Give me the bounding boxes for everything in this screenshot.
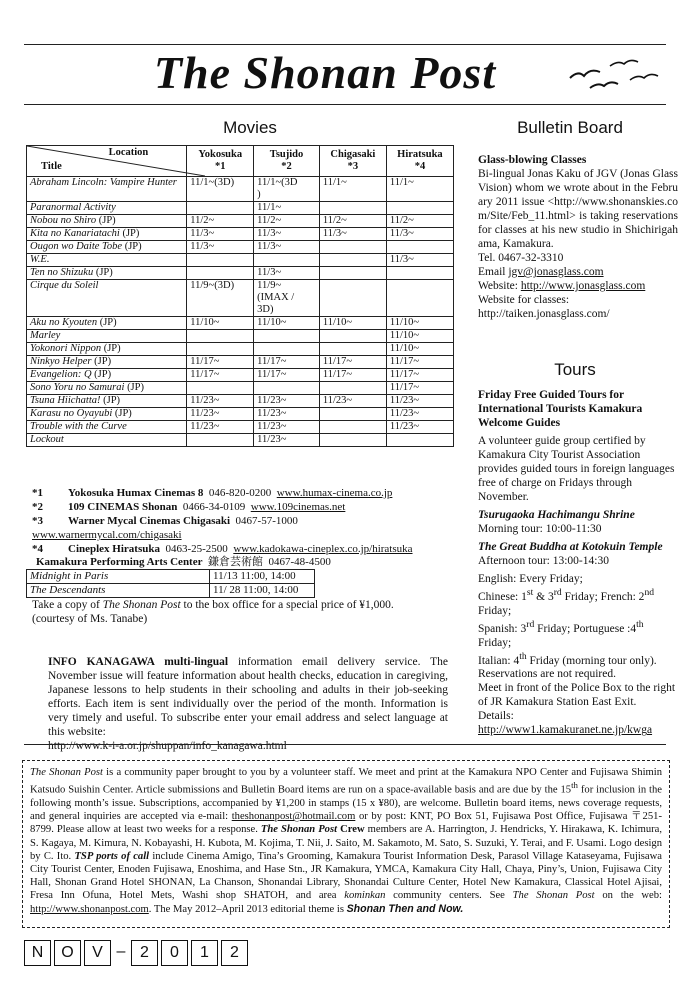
cinema-item: *2 109 CINEMAS Shonan 0466-34-0109 www.109cinemas.net [32,501,346,513]
showing-date: 11/23~ [386,395,453,408]
showing-date: 11/17~ [319,356,386,369]
showing-date: 11/10~ [319,317,386,330]
showing-date [187,330,254,343]
masthead-rule [24,104,666,105]
info-url[interactable]: http://www.k-i-a.or.jp/shuppan/info_kanagawa.html [48,740,287,752]
header-hiratsuka: Hiratsuka *4 [386,146,453,177]
date-char: 2 [131,940,158,966]
showing-date [254,254,320,267]
showing-date: 11/2~ [187,215,254,228]
bulletin-board: Glass-blowing Classes Bi-lingual Jonas Kaku of JGV (Jonas Glass Vision) whom we wrote about in the February 2011 issue <http://www.shonanskies.com/Site/Feb_11.html> is taking reservations for classes at his new studio in Shichirigahama, Kamakura. Tel. 0467-32-3310 Email jgv@jonasglass.com Website: http://www.jonasglass.com Website for classes: http://taiken.jonasglass.com/ [478,154,678,320]
cinema-link[interactable]: www.kadokawa-cineplex.co.jp/hiratsuka [233,543,413,555]
movie-title: Nobou no Shiro (JP) [27,215,187,228]
showing-date: 11/1~ [386,177,453,202]
showing-date: 11/23~ [254,421,320,434]
showing-date: 11/23~ [187,395,254,408]
movie-title: Ougon wo Daite Tobe (JP) [27,241,187,254]
showing-date: 11/23~ [254,395,320,408]
header-location-title-cell [27,146,187,177]
date-char: O [54,940,81,966]
bulletin-heading: Bulletin Board [517,118,623,137]
bulletin-tel: Tel. 0467-32-3310 [478,252,564,264]
kpa-note: Take a copy of The Shonan Post to the box office for a special price of ¥1,000. (courtesy of Ms. Tanabe) [32,599,394,625]
showing-date [386,434,453,447]
movie-row [27,202,454,215]
cinema-list [32,486,452,556]
showing-date [319,202,386,215]
showing-date [386,241,453,254]
movie-title: Cirque du Soleil [27,280,187,317]
cinema-link[interactable]: www.warnermycal.com/chigasaki [32,529,182,541]
showing-date [187,382,254,395]
movie-title: Marley [27,330,187,343]
issue-date [24,940,251,966]
showing-date: 11/17~ [254,369,320,382]
showing-date: 11/17~ [386,369,453,382]
movie-title: Karasu no Oyayubi (JP) [27,408,187,421]
movie-title: Aku no Kyouten (JP) [27,317,187,330]
movie-row [27,356,454,369]
showing-date [319,241,386,254]
showing-date [319,408,386,421]
showing-date [187,434,254,447]
showing-date: 11/1~ [319,177,386,202]
showing-date: 11/3~ [187,241,254,254]
showing-date [319,343,386,356]
showing-date [386,267,453,280]
date-char: V [84,940,111,966]
showing-date: 11/23~ [187,421,254,434]
showing-date: 11/3~ [254,228,320,241]
showing-date: 11/17~ [386,356,453,369]
showing-date: 11/3~ [386,228,453,241]
movie-title: Ten no Shizuku (JP) [27,267,187,280]
movies-table [26,145,454,447]
showing-date: 11/23~ [187,408,254,421]
movie-row [27,421,454,434]
cinema-link[interactable]: www.humax-cinema.co.jp [276,487,393,499]
showing-date: 11/23~ [386,408,453,421]
movie-row [27,215,454,228]
date-char: 0 [161,940,188,966]
showing-date: 11/17~ [386,382,453,395]
showing-date: 11/17~ [319,369,386,382]
showing-date: 11/1~(3D ) [254,177,320,202]
movie-row [27,343,454,356]
showing-date: 11/23~ [254,434,320,447]
date-char: 2 [221,940,248,966]
header-location: Location [108,147,149,158]
showing-date: 11/1~(3D) [187,177,254,202]
header-yokosuka: Yokosuka *1 [187,146,254,177]
showing-date: 11/9~ (IMAX / 3D) [254,280,320,317]
showing-date [319,267,386,280]
showing-date: 11/2~ [386,215,453,228]
movie-row [27,434,454,447]
movie-row [27,241,454,254]
staff-info: The Shonan Post is a community paper brought to you by a volunteer staff. We meet and print at the Kamakura NPO Center and Fujisawa Shimin Katsudo Suishin Center. Article submissions and Bulletin Board items are run on a space-available basis and are due by the 15th for inclusion in the following month’s issue. Subscriptions, accompanied by ¥1,200 in stamps (15 x ¥80), are welcome. Bulletin board items, news coverage requests, and general inquiries are accepted via e-mail: theshonanpost@hotmail.com or by post: KNT, PO Box 51, Fujisawa Post Office, Fujisawa 〒251-8799. Please allow at least two weeks for a response. The Shonan Post Crew members are A. Harrington, J. Hendricks, Y. Hirakawa, K. Ichimura, S. Kagaya, M. Kimura, N. Kobayashi, H. Kubota, M. Kojima, T. Nii, J. Saito, M. Sakamoto, M. Sato, S. Suzuki, Y. Terai, and F. Usami. Logo design by C. Ito. TSP ports of call include Cinema Amigo, Tina’s Grooming, Kamakura Tourist Information Desk, Parasol Village Kataseyama, Fujisawa City Tourist Center, Enoden Fujisawa, Enoshima, and Hase Stn., JR Kamakura, YMCA, Kamakura City Hall, Chaya, Piny’s, Union, Fujisawa City Hall, Shonan Grand Hotel SHONAN, La Chanson, Shonandai Library, Shonandai Culture Center, Hotel New Kamakura, Classical Hotel Ajisai, Fresa Inn Ofuna, Hotel Mets, Washi shop SHATOH, and area kominkan community centers. See The Shonan Post on the web: http://www.shonanpost.com. The May 2012–April 2013 editorial theme is Shonan Then and Now. [30,767,663,915]
movies-table-body [27,177,454,447]
showing-date [386,280,453,317]
showing-date: 11/3~ [319,228,386,241]
showing-date [254,343,320,356]
movie-row [27,228,454,241]
movie-title: Trouble with the Curve [27,421,187,434]
movie-row [27,369,454,382]
showing-date [319,330,386,343]
kpa-row: Midnight in Paris 11/13 11:00, 14:00 [27,570,315,584]
movies-heading: Movies [223,118,277,137]
showing-date: 11/17~ [187,356,254,369]
movies-header-row [27,146,454,177]
cinema-link[interactable]: www.109cinemas.net [250,501,346,513]
showing-date: 11/23~ [386,421,453,434]
top-rule [24,44,666,45]
showing-date [187,267,254,280]
date-dash: – [116,943,126,960]
movie-row [27,177,454,202]
footer-rule [24,744,666,745]
movie-row [27,382,454,395]
showing-date [254,382,320,395]
tours-title: Friday Free Guided Tours for International Tourists Kamakura Welcome Guides [478,389,643,429]
date-char: N [24,940,51,966]
showing-date: 11/2~ [319,215,386,228]
kpa-row: The Descendants 11/ 28 11:00, 14:00 [27,584,315,598]
bulletin-classes-url[interactable]: http://taiken.jonasglass.com/ [478,308,610,320]
showing-date: 11/23~ [254,408,320,421]
movie-title: Evangelion: Q (JP) [27,369,187,382]
showing-date: 11/3~ [386,254,453,267]
showing-date: 11/2~ [254,215,320,228]
showing-date: 11/10~ [386,317,453,330]
showing-date: 11/9~(3D) [187,280,254,317]
masthead-title: The Shonan Post [153,47,497,98]
tours-heading: Tours [554,360,596,379]
movie-title: Lockout [27,434,187,447]
header-chigasaki: Chigasaki *3 [319,146,386,177]
showing-date: 11/3~ [187,228,254,241]
showing-date [187,343,254,356]
showing-date: 11/10~ [254,317,320,330]
info-kanagawa: INFO KANAGAWA multi-lingual information email delivery service. The November issue will feature information about health checks, education in caregiving, Japanese lessons to help students in their schooling and adults in their job-seeking efforts. Each item is sent individually over the period of the month. Information is very timely and useful. To subscribe enter your email address and select language at this website: http://www.k-i-a.or.jp/shuppan/info_kanagawa.html [48,656,448,752]
showing-date [319,421,386,434]
bulletin-title: Glass-blowing Classes [478,154,587,166]
movie-title: Kita no Kanariatachi (JP) [27,228,187,241]
movie-title: Yokonori Nippon (JP) [27,343,187,356]
cinema-item: *3 Warner Mycal Cinemas Chigasaki 0467-57-1000 www.warnermycal.com/chigasaki [32,515,298,541]
showing-date [319,254,386,267]
showing-date [319,434,386,447]
showing-date [386,202,453,215]
cinema-item: *1 Yokosuka Humax Cinemas 8 046-820-0200 www.humax-cinema.co.jp [32,487,393,499]
tours-url[interactable]: http://www1.kamakuranet.ne.jp/kwga [478,724,653,737]
date-char: 1 [191,940,218,966]
movie-row [27,395,454,408]
header-tsujido: Tsujido *2 [254,146,320,177]
showing-date: 11/23~ [319,395,386,408]
seagulls-icon [560,56,660,96]
website-link[interactable]: http://www.shonanpost.com [30,903,149,915]
movie-title: Abraham Lincoln: Vampire Hunter [27,177,187,202]
showing-date: 11/10~ [386,330,453,343]
showing-date: 11/17~ [187,369,254,382]
showing-date: 11/10~ [187,317,254,330]
tours-intro: A volunteer guide group certified by Kamakura City Tourist Association provides guided tours in foreign languages free of charge on Fridays through November. [478,435,675,503]
showing-date: 11/1~ [254,202,320,215]
showing-date [254,330,320,343]
kpa-heading: Kamakura Performing Arts Center 鎌倉芸術館 0467-48-4500 [36,556,331,568]
movie-title: Paranormal Activity [27,202,187,215]
movie-row [27,267,454,280]
showing-date [319,382,386,395]
showing-date: 11/3~ [254,241,320,254]
showing-date: 11/3~ [254,267,320,280]
movie-row [27,280,454,317]
bulletin-website[interactable]: http://www.jonasglass.com [520,280,646,292]
kpa-table [26,569,315,598]
movie-title: Sono Yoru no Samurai (JP) [27,382,187,395]
movie-row [27,317,454,330]
showing-date: 11/17~ [254,356,320,369]
movie-row [27,254,454,267]
showing-date [187,202,254,215]
showing-date [187,254,254,267]
showing-date [319,280,386,317]
movie-row [27,330,454,343]
contact-email[interactable]: theshonanpost@hotmail.com [231,811,356,823]
bulletin-email[interactable]: jgv@jonasglass.com [508,266,604,278]
movie-title: Ninkyo Helper (JP) [27,356,187,369]
bulletin-text: Bi-lingual Jonas Kaku of JGV (Jonas Glass Vision) whom we wrote about in the February 2011 issue <http://www.shonanskies.com/Site/Feb_11.html> is taking reservations for classes at his new studio in Shichirigahama, Kamakura. [478,168,678,250]
movie-title: W.E. [27,254,187,267]
movie-title: Tsuna Hiichatta! (JP) [27,395,187,408]
showing-date: 11/10~ [386,343,453,356]
tours-section: Friday Free Guided Tours for International Tourists Kamakura Welcome Guides A volunteer guide group certified by Kamakura City Tourist Association provides guided tours in foreign languages free of charge on Fridays through November. Tsurugaoka Hachimangu Shrine Morning tour: 10:00-11:30 The Great Buddha at Kotokuin Temple Afternoon tour: 13:00-14:30 English: Every Friday; Chinese: 1st & 3rd Friday; French: 2nd Friday; Spanish: 3rd Friday; Portuguese :4th Friday; Italian: 4th Friday (morning tour only). Reservations are not required. Meet in front of the Police Box to the right of JR Kamakura Station East Exit. Details: http://www1.kamakuranet.ne.jp/kwga [478,388,678,737]
header-title: Title [41,161,62,172]
cinema-item: *4 Cineplex Hiratsuka 0463-25-2500 www.kadokawa-cineplex.co.jp/hiratsuka [32,543,413,555]
movie-row [27,408,454,421]
